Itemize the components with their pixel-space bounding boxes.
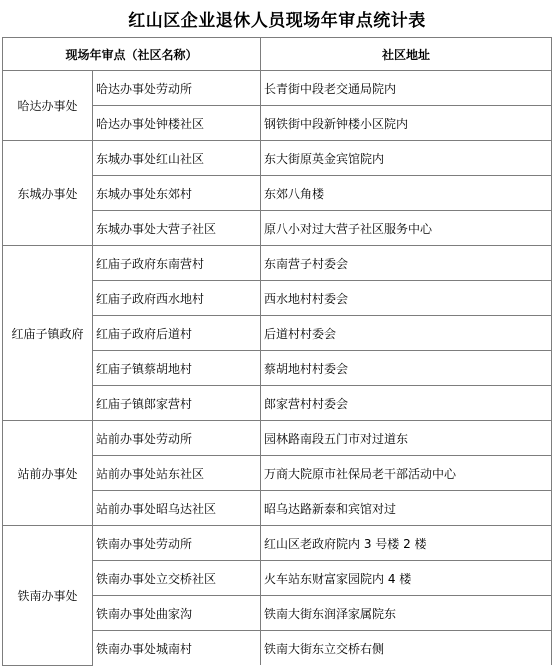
point-cell: 站前办事处劳动所 xyxy=(93,421,261,456)
address-cell: 西水地村村委会 xyxy=(261,281,552,316)
address-cell: 东南营子村委会 xyxy=(261,246,552,281)
office-cell: 哈达办事处 xyxy=(3,71,93,141)
address-cell: 铁南大街东立交桥右侧 xyxy=(261,631,552,666)
point-cell: 东城办事处东郊村 xyxy=(93,176,261,211)
point-cell: 东城办事处大营子社区 xyxy=(93,211,261,246)
table-row xyxy=(3,246,552,281)
address-cell: 钢铁街中段新钟楼小区院内 xyxy=(261,106,552,141)
address-cell: 长青街中段老交通局院内 xyxy=(261,71,552,106)
office-cell: 站前办事处 xyxy=(3,421,93,526)
document-title: 红山区企业退休人员现场年审点统计表 xyxy=(128,11,426,31)
office-cell: 铁南办事处 xyxy=(3,526,93,666)
address-cell: 万商大院原市社保局老干部活动中心 xyxy=(261,456,552,491)
point-cell: 站前办事处昭乌达社区 xyxy=(93,491,261,526)
point-cell: 站前办事处站东社区 xyxy=(93,456,261,491)
point-cell: 东城办事处红山社区 xyxy=(93,141,261,176)
address-cell: 郎家营村村委会 xyxy=(261,386,552,421)
point-cell: 红庙子镇郎家营村 xyxy=(93,386,261,421)
address-cell: 火车站东财富家园院内 4 楼 xyxy=(261,561,552,596)
point-cell: 哈达办事处劳动所 xyxy=(93,71,261,106)
point-cell: 红庙子镇蔡胡地村 xyxy=(93,351,261,386)
office-cell: 红庙子镇政府 xyxy=(3,246,93,421)
address-cell: 东大街原英金宾馆院内 xyxy=(261,141,552,176)
address-cell: 原八小对过大营子社区服务中心 xyxy=(261,211,552,246)
table-row xyxy=(3,141,552,176)
point-cell: 铁南办事处城南村 xyxy=(93,631,261,666)
point-cell: 铁南办事处立交桥社区 xyxy=(93,561,261,596)
table-row xyxy=(3,421,552,456)
point-cell: 铁南办事处劳动所 xyxy=(93,526,261,561)
address-cell: 昭乌达路新泰和宾馆对过 xyxy=(261,491,552,526)
table-row xyxy=(3,71,552,106)
address-cell: 铁南大街东润泽家属院东 xyxy=(261,596,552,631)
office-cell: 东城办事处 xyxy=(3,141,93,246)
point-cell: 红庙子政府东南营村 xyxy=(93,246,261,281)
table-row xyxy=(3,526,552,561)
table-header-row xyxy=(3,38,552,71)
point-cell: 红庙子政府西水地村 xyxy=(93,281,261,316)
address-cell: 东郊八角楼 xyxy=(261,176,552,211)
point-cell: 红庙子政府后道村 xyxy=(93,316,261,351)
header-point: 现场年审点（社区名称） xyxy=(3,38,261,71)
audit-points-table xyxy=(2,37,552,666)
table-body xyxy=(3,71,552,666)
point-cell: 哈达办事处钟楼社区 xyxy=(93,106,261,141)
address-cell: 红山区老政府院内 3 号楼 2 楼 xyxy=(261,526,552,561)
address-cell: 蔡胡地村村委会 xyxy=(261,351,552,386)
address-cell: 后道村村委会 xyxy=(261,316,552,351)
point-cell: 铁南办事处曲家沟 xyxy=(93,596,261,631)
address-cell: 园林路南段五门市对过道东 xyxy=(261,421,552,456)
header-address: 社区地址 xyxy=(261,38,552,71)
